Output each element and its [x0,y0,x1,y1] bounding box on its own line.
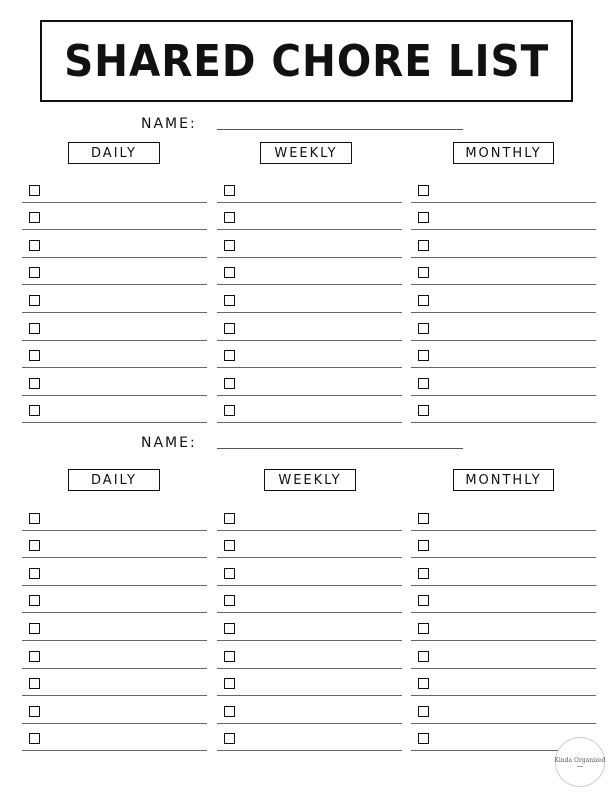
chore-row[interactable] [22,613,207,641]
checkbox[interactable] [29,706,40,717]
checkbox[interactable] [418,595,429,606]
chore-row[interactable] [22,396,207,424]
checkbox[interactable] [29,295,40,306]
checkbox[interactable] [224,513,235,524]
chore-row[interactable] [217,258,402,286]
chore-row[interactable] [411,531,596,559]
chore-row[interactable] [217,341,402,369]
name-line-1[interactable] [217,128,463,130]
checkbox[interactable] [224,350,235,361]
daily-header-2: DAILY [68,469,160,491]
chore-row[interactable] [22,696,207,724]
chore-row[interactable] [217,669,402,697]
chore-row[interactable] [411,285,596,313]
chore-row[interactable] [411,203,596,231]
logo-text: Kinda Organized [554,757,606,764]
chore-row[interactable] [22,641,207,669]
checkbox[interactable] [224,651,235,662]
chore-row[interactable] [22,258,207,286]
checkbox[interactable] [418,706,429,717]
checkbox[interactable] [29,623,40,634]
checkbox[interactable] [29,513,40,524]
name-row-2 [141,435,463,451]
chore-row[interactable] [411,641,596,669]
weekly-column-2 [217,503,402,751]
chore-row[interactable] [22,724,207,752]
monthly-column-1 [411,175,596,423]
checkbox[interactable] [29,240,40,251]
chore-row[interactable] [217,175,402,203]
checkbox[interactable] [29,267,40,278]
checkbox[interactable] [29,405,40,416]
chore-row[interactable] [217,696,402,724]
checkbox[interactable] [418,350,429,361]
chore-row[interactable] [411,613,596,641]
chore-row[interactable] [22,285,207,313]
chore-row[interactable] [217,396,402,424]
checkbox[interactable] [29,212,40,223]
chore-row[interactable] [22,558,207,586]
chore-row[interactable] [217,586,402,614]
checkbox[interactable] [29,540,40,551]
chore-row[interactable] [22,175,207,203]
checkbox[interactable] [418,378,429,389]
checkbox[interactable] [29,651,40,662]
checkbox[interactable] [418,513,429,524]
chore-row[interactable] [411,669,596,697]
chore-row[interactable] [411,368,596,396]
name-line-2[interactable] [217,447,463,449]
chore-row[interactable] [411,396,596,424]
chore-row[interactable] [411,258,596,286]
name-row-1 [141,116,463,132]
chore-row[interactable] [22,531,207,559]
chore-row[interactable] [22,230,207,258]
chore-row[interactable] [217,285,402,313]
checkbox[interactable] [418,651,429,662]
checkbox[interactable] [29,733,40,744]
checkbox[interactable] [224,595,235,606]
checkbox[interactable] [418,185,429,196]
checkbox[interactable] [418,267,429,278]
checkbox[interactable] [418,678,429,689]
monthly-column-2 [411,503,596,751]
chore-row[interactable] [217,313,402,341]
checkbox[interactable] [224,568,235,579]
checkbox[interactable] [224,295,235,306]
checkbox[interactable] [29,568,40,579]
chore-row[interactable] [411,586,596,614]
checkbox[interactable] [29,678,40,689]
monthly-header-1: MONTHLY [453,142,554,164]
chore-row[interactable] [217,503,402,531]
checkbox[interactable] [418,568,429,579]
chore-row[interactable] [22,203,207,231]
kinda-organized-logo [555,737,605,787]
chore-row[interactable] [22,503,207,531]
page-title: SHARED CHORE LIST [63,35,550,87]
checkbox[interactable] [418,540,429,551]
chore-row[interactable] [217,203,402,231]
checkbox[interactable] [224,706,235,717]
checkbox[interactable] [224,623,235,634]
weekly-header-2: WEEKLY [264,469,356,491]
monthly-header-2: MONTHLY [453,469,554,491]
checkbox[interactable] [418,212,429,223]
weekly-header-1: WEEKLY [260,142,352,164]
name-label-2: NAME: [141,435,197,451]
checkbox[interactable] [224,185,235,196]
daily-column-1 [22,175,207,423]
chore-row[interactable] [411,503,596,531]
chore-row[interactable] [217,558,402,586]
chore-row[interactable] [22,368,207,396]
chore-row[interactable] [217,724,402,752]
chore-row[interactable] [411,558,596,586]
chore-row[interactable] [217,368,402,396]
chore-row[interactable] [22,586,207,614]
chore-row[interactable] [411,696,596,724]
logo-divider [577,766,583,767]
chore-row[interactable] [217,613,402,641]
chore-row[interactable] [22,341,207,369]
checkbox[interactable] [418,323,429,334]
checkbox[interactable] [224,540,235,551]
name-label-1: NAME: [141,116,197,132]
checkbox[interactable] [224,323,235,334]
chore-row[interactable] [411,341,596,369]
chore-row[interactable] [22,313,207,341]
chore-row[interactable] [217,641,402,669]
daily-header-1: DAILY [68,142,160,164]
chore-row[interactable] [217,531,402,559]
checkbox[interactable] [224,678,235,689]
title-box [40,20,573,102]
weekly-column-1 [217,175,402,423]
checkbox[interactable] [224,267,235,278]
chore-row[interactable] [411,313,596,341]
chore-row[interactable] [217,230,402,258]
checkbox[interactable] [29,595,40,606]
chore-row[interactable] [22,669,207,697]
checkbox[interactable] [224,240,235,251]
checkbox[interactable] [224,733,235,744]
checkbox[interactable] [29,378,40,389]
checkbox[interactable] [224,378,235,389]
checkbox[interactable] [224,405,235,416]
checkbox[interactable] [418,733,429,744]
chore-row[interactable] [411,175,596,203]
checkbox[interactable] [418,405,429,416]
daily-column-2 [22,503,207,751]
chore-row[interactable] [411,230,596,258]
checkbox[interactable] [418,623,429,634]
checkbox[interactable] [29,323,40,334]
checkbox[interactable] [418,240,429,251]
checkbox[interactable] [29,185,40,196]
checkbox[interactable] [29,350,40,361]
checkbox[interactable] [224,212,235,223]
checkbox[interactable] [418,295,429,306]
